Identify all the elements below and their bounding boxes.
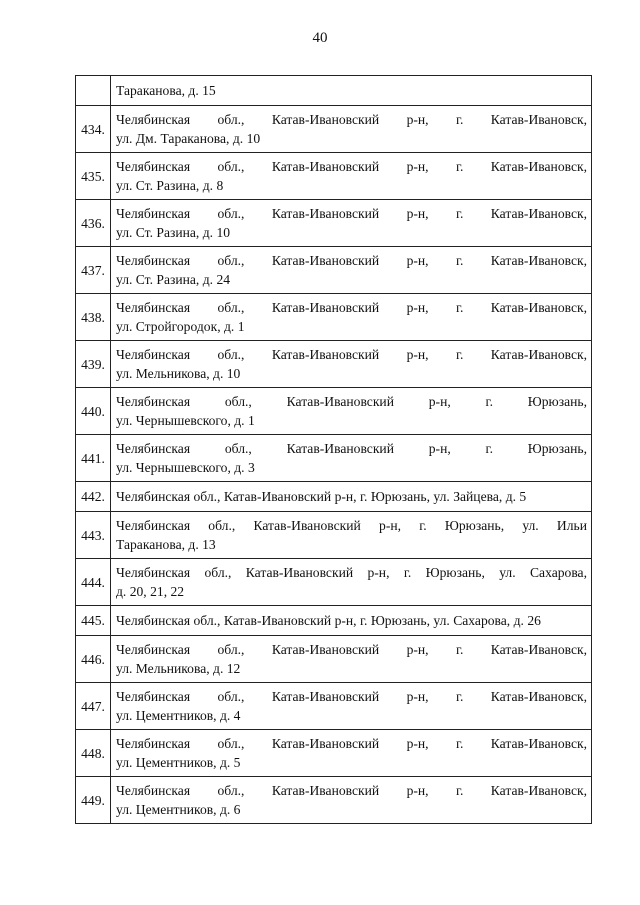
address-line-2: Тараканова, д. 13 xyxy=(116,537,216,552)
address-text xyxy=(111,512,592,559)
address-text xyxy=(111,388,592,435)
address-line-1: Челябинская обл., Катав-Ивановский р-н, г. Катав-Ивановск, xyxy=(116,253,587,268)
address-text: Тараканова, д. 15 xyxy=(111,76,592,106)
address-text xyxy=(111,683,592,730)
row-number: 435. xyxy=(76,153,111,200)
table-row xyxy=(76,435,592,482)
table-row xyxy=(76,636,592,683)
address-line-2: д. 20, 21, 22 xyxy=(116,584,185,599)
table-row xyxy=(76,606,592,636)
row-number: 436. xyxy=(76,200,111,247)
address-line-1: Челябинская обл., Катав-Ивановский р-н, г. Юрюзань, ул. Зайцева, д. 5 xyxy=(116,489,527,504)
table-row xyxy=(76,482,592,512)
table-row xyxy=(76,512,592,559)
address-text xyxy=(111,341,592,388)
address-text xyxy=(111,153,592,200)
address-text xyxy=(111,636,592,683)
address-line-1: Челябинская обл., Катав-Ивановский р-н, г. Катав-Ивановск, xyxy=(116,736,587,751)
address-text xyxy=(111,294,592,341)
table-row xyxy=(76,777,592,824)
address-line-2: ул. Чернышевского, д. 3 xyxy=(116,460,255,475)
address-text xyxy=(111,606,592,636)
table-row xyxy=(76,106,592,153)
table-row xyxy=(76,200,592,247)
address-line-1: Челябинская обл., Катав-Ивановский р-н, г. Катав-Ивановск, xyxy=(116,783,587,798)
table-row xyxy=(76,730,592,777)
address-line-1: Челябинская обл., Катав-Ивановский р-н, г. Юрюзань, xyxy=(116,441,587,456)
address-line-1: Челябинская обл., Катав-Ивановский р-н, г. Юрюзань, ул. Сахарова, д. 26 xyxy=(116,613,541,628)
table-row xyxy=(76,683,592,730)
address-line-2: ул. Мельникова, д. 10 xyxy=(116,366,241,381)
address-line-1: Челябинская обл., Катав-Ивановский р-н, г. Юрюзань, xyxy=(116,394,587,409)
address-line-2: ул. Стройгородок, д. 1 xyxy=(116,319,245,334)
table-row xyxy=(76,153,592,200)
address-line-1: Челябинская обл., Катав-Ивановский р-н, г. Катав-Ивановск, xyxy=(116,642,587,657)
table-row xyxy=(76,247,592,294)
address-text xyxy=(111,482,592,512)
address-text xyxy=(111,106,592,153)
table-row xyxy=(76,76,592,106)
address-line-2: ул. Мельникова, д. 12 xyxy=(116,661,241,676)
row-number: 439. xyxy=(76,341,111,388)
address-line-1: Челябинская обл., Катав-Ивановский р-н, г. Катав-Ивановск, xyxy=(116,112,587,127)
row-number: 447. xyxy=(76,683,111,730)
row-number: 441. xyxy=(76,435,111,482)
address-line-2: ул. Цементников, д. 6 xyxy=(116,802,241,817)
table-row xyxy=(76,294,592,341)
table-row xyxy=(76,559,592,606)
address-text xyxy=(111,200,592,247)
table-row xyxy=(76,388,592,435)
address-text xyxy=(111,559,592,606)
row-number: 449. xyxy=(76,777,111,824)
row-number: 448. xyxy=(76,730,111,777)
row-number: 442. xyxy=(76,482,111,512)
address-line-1: Челябинская обл., Катав-Ивановский р-н, г. Катав-Ивановск, xyxy=(116,347,587,362)
page-number: 40 xyxy=(312,30,328,46)
address-text xyxy=(111,730,592,777)
row-number: 437. xyxy=(76,247,111,294)
address-line-1: Челябинская обл., Катав-Ивановский р-н, г. Катав-Ивановск, xyxy=(116,206,587,221)
address-line-2: ул. Ст. Разина, д. 8 xyxy=(116,178,224,193)
table-row xyxy=(76,341,592,388)
address-line-2: ул. Ст. Разина, д. 24 xyxy=(116,272,231,287)
row-number: 438. xyxy=(76,294,111,341)
address-line-2: ул. Чернышевского, д. 1 xyxy=(116,413,255,428)
address-line-1: Челябинская обл., Катав-Ивановский р-н, г. Катав-Ивановск, xyxy=(116,159,587,174)
address-text xyxy=(111,777,592,824)
address-line-2: ул. Цементников, д. 4 xyxy=(116,708,241,723)
row-number xyxy=(76,76,111,106)
address-line-2: ул. Цементников, д. 5 xyxy=(116,755,241,770)
row-number: 444. xyxy=(76,559,111,606)
address-line-1: Челябинская обл., Катав-Ивановский р-н, г. Юрюзань, ул. Сахарова, xyxy=(116,565,587,580)
address-line-2: ул. Дм. Тараканова, д. 10 xyxy=(116,131,261,146)
address-line-2: ул. Ст. Разина, д. 10 xyxy=(116,225,231,240)
address-table xyxy=(75,75,592,824)
address-text xyxy=(111,435,592,482)
row-number: 445. xyxy=(76,606,111,636)
address-line-1: Челябинская обл., Катав-Ивановский р-н, г. Юрюзань, ул. Ильи xyxy=(116,518,587,533)
row-number: 443. xyxy=(76,512,111,559)
row-number: 446. xyxy=(76,636,111,683)
row-number: 440. xyxy=(76,388,111,435)
row-number: 434. xyxy=(76,106,111,153)
address-line-1: Челябинская обл., Катав-Ивановский р-н, г. Катав-Ивановск, xyxy=(116,689,587,704)
address-line-1: Челябинская обл., Катав-Ивановский р-н, г. Катав-Ивановск, xyxy=(116,300,587,315)
address-text xyxy=(111,247,592,294)
